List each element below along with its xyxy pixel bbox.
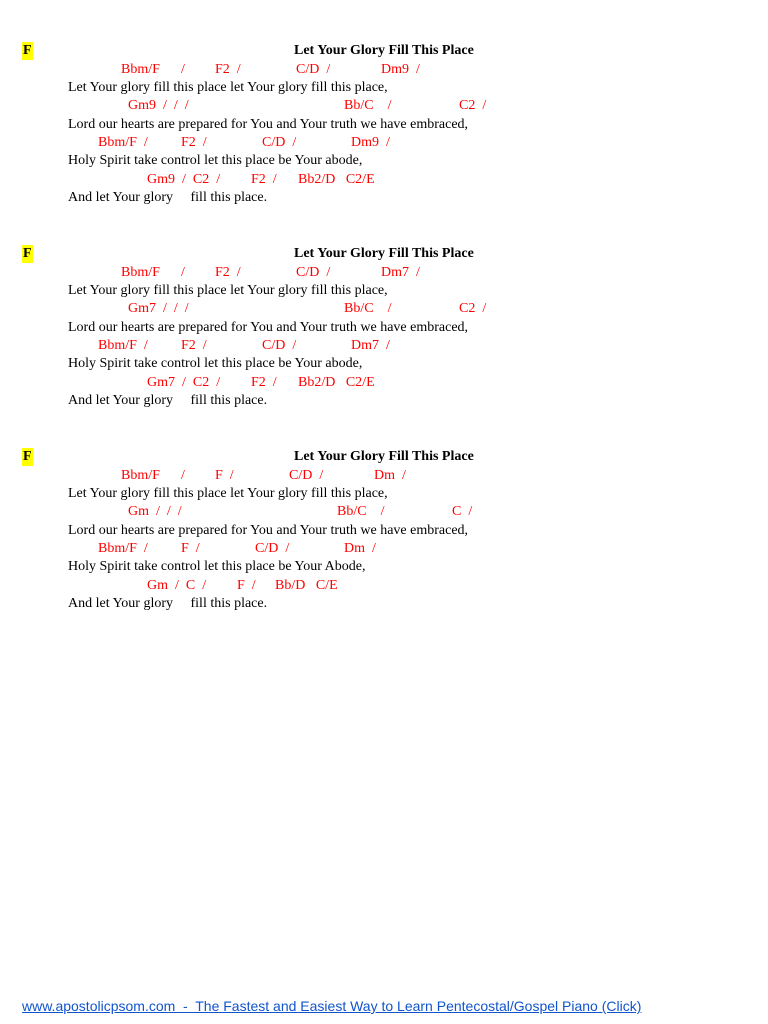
lyric-line — [0, 558, 768, 576]
chord: Dm9 / — [381, 62, 420, 77]
chord: Gm7 / C2 / — [147, 375, 221, 390]
chord: F / — [237, 578, 256, 593]
lyric-line — [0, 152, 768, 170]
chord: / — [181, 265, 185, 280]
chord: Gm9 / / / — [128, 98, 189, 113]
chord: Bb/C / — [337, 504, 385, 519]
lyric-text: Let Your glory fill this place let Your glory fill this place, — [68, 80, 388, 95]
chord: / — [181, 62, 185, 77]
chord: F2 / — [251, 172, 277, 187]
chord-line — [0, 300, 768, 318]
chord: Dm7 / — [381, 265, 420, 280]
chord: F2 / — [181, 338, 207, 353]
lyric-line — [0, 355, 768, 373]
chord: Gm / C / — [147, 578, 207, 593]
chord: Bbm/F — [121, 62, 160, 77]
chord: Bbm/F / — [98, 135, 148, 150]
lyric-line — [0, 189, 768, 207]
chord-line — [0, 337, 768, 355]
lyric-line — [0, 522, 768, 540]
lyric-text: Lord our hearts are prepared for You and Your truth we have embraced, — [68, 523, 469, 538]
chord: F2 / — [181, 135, 207, 150]
chord-line — [0, 134, 768, 152]
chord: F / — [181, 541, 200, 556]
lyric-line — [0, 392, 768, 410]
chord: Gm7 / / / — [128, 301, 189, 316]
song-title: Let Your Glory Fill This Place — [294, 43, 474, 58]
song-section-3 — [0, 448, 768, 628]
lyric-line — [0, 79, 768, 97]
chord-line — [0, 540, 768, 558]
lyric-line — [0, 319, 768, 337]
chord: C/D / — [289, 468, 324, 483]
chord: F2 / — [251, 375, 277, 390]
key-label: F — [23, 449, 32, 464]
lyric-text: And let Your glory fill this place. — [68, 596, 268, 611]
chord: C2 / — [459, 98, 487, 113]
key-label: F — [23, 246, 32, 261]
chord-line — [0, 503, 768, 521]
chord: Dm7 / — [351, 338, 390, 353]
chord: / — [181, 468, 185, 483]
lyric-line — [0, 595, 768, 613]
song-section-2 — [0, 245, 768, 425]
chord-line — [0, 61, 768, 79]
key-label: F — [23, 43, 32, 58]
lyric-text: Holy Spirit take control let this place be Your abode, — [68, 153, 363, 168]
lyric-line — [0, 282, 768, 300]
lyric-text: Let Your glory fill this place let Your glory fill this place, — [68, 486, 388, 501]
lyric-text: Lord our hearts are prepared for You and Your truth we have embraced, — [68, 320, 469, 335]
chord: C/D / — [255, 541, 290, 556]
lyric-text: And let Your glory fill this place. — [68, 393, 268, 408]
chord-line — [0, 171, 768, 189]
chord: C/D / — [296, 265, 331, 280]
chord-line — [0, 97, 768, 115]
chord: Dm / — [344, 541, 376, 556]
song-title: Let Your Glory Fill This Place — [294, 449, 474, 464]
chord: Bbm/F — [121, 265, 160, 280]
chord: Bb2/D C2/E — [298, 172, 375, 187]
chord: F2 / — [215, 265, 241, 280]
chord-line — [0, 264, 768, 282]
chord: Bb/C / — [344, 301, 392, 316]
lyric-text: Let Your glory fill this place let Your glory fill this place, — [68, 283, 388, 298]
chord: Dm9 / — [351, 135, 390, 150]
lyric-text: And let Your glory fill this place. — [68, 190, 268, 205]
chord-line — [0, 374, 768, 392]
chord: Bb2/D C2/E — [298, 375, 375, 390]
chord: Bb/C / — [344, 98, 392, 113]
lyric-text: Lord our hearts are prepared for You and Your truth we have embraced, — [68, 117, 469, 132]
footer-link[interactable]: www.apostolicpsom.com - The Fastest and Easiest Way to Learn Pentecostal/Gospel Piano (Click) — [22, 998, 642, 1014]
chord: C/D / — [262, 135, 297, 150]
chord: Dm / — [374, 468, 406, 483]
chord: F2 / — [215, 62, 241, 77]
chord: Bbm/F / — [98, 338, 148, 353]
chord: C2 / — [459, 301, 487, 316]
chord: Gm9 / C2 / — [147, 172, 221, 187]
chord: C/D / — [262, 338, 297, 353]
chord: Bbm/F — [121, 468, 160, 483]
lyric-text: Holy Spirit take control let this place be Your abode, — [68, 356, 363, 371]
lyric-text: Holy Spirit take control let this place be Your Abode, — [68, 559, 366, 574]
chord: C/D / — [296, 62, 331, 77]
song-section-1 — [0, 42, 768, 222]
chord: F / — [215, 468, 234, 483]
chord-line — [0, 577, 768, 595]
chord: C / — [452, 504, 473, 519]
chord-line — [0, 467, 768, 485]
chord: Bbm/F / — [98, 541, 148, 556]
chord: Bb/D C/E — [275, 578, 338, 593]
chord: Gm / / / — [128, 504, 182, 519]
song-title: Let Your Glory Fill This Place — [294, 246, 474, 261]
lyric-line — [0, 485, 768, 503]
lyric-line — [0, 116, 768, 134]
